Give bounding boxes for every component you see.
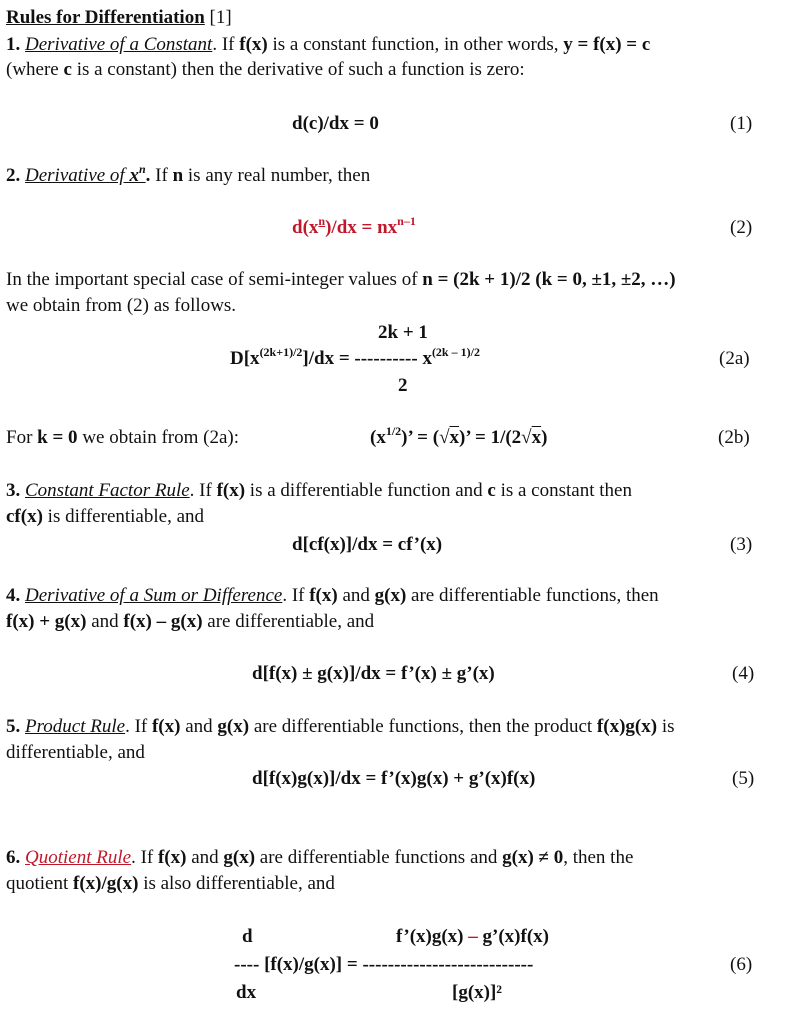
rule2a-exp: (2k+1)/2: [259, 345, 303, 359]
rule2a-dash: ----------: [354, 348, 418, 369]
rule6-text: quotient: [6, 873, 74, 894]
rule2b-part: (x: [370, 427, 386, 448]
rule2b-k: k = 0: [37, 427, 78, 448]
rule2b-radicand: x: [531, 427, 542, 448]
rule2-formula: [292, 216, 416, 241]
rule1-c: c: [63, 59, 72, 80]
rule6-rhs-dash: ---------------------------: [362, 954, 534, 975]
rule6-lhs-dash: ----: [234, 954, 260, 975]
rule2b-part: )’ = (√: [401, 427, 450, 448]
rule2b-text-part: For: [6, 427, 38, 448]
rule2-formula-part: )/dx = nx: [325, 217, 398, 238]
rule5-name: Product Rule: [25, 716, 126, 737]
rule4-sum: f(x) + g(x): [6, 611, 87, 632]
rule1-eqnum: (1): [730, 113, 753, 134]
rule2a-formula: [230, 347, 480, 372]
rule2-dot: .: [145, 165, 151, 186]
rule6-num-part: f’(x)g(x): [396, 926, 469, 947]
rule5-prod: f(x)g(x): [596, 716, 658, 737]
rule1-formula-text: d(c)/dx = 0: [292, 113, 379, 134]
rule2b-text-part: we obtain from (2a):: [77, 427, 240, 448]
rule3-cfx: cf(x): [6, 506, 43, 527]
rule6-formula: [234, 953, 533, 977]
rule2-line1: [6, 164, 370, 189]
rule5-text: are differentiable functions, then the product: [249, 716, 597, 737]
rule2-text: is any real number, then: [187, 165, 371, 186]
rule2-text: If: [150, 165, 173, 186]
rule3-text: . If: [189, 480, 217, 501]
rule6-text: and: [186, 847, 224, 868]
rule5-text: . If: [125, 716, 152, 737]
rule2-n: n: [172, 165, 184, 186]
rule5-line2: [6, 741, 145, 765]
rule1-text: is a constant) then the derivative of such a function is zero:: [71, 59, 525, 80]
rule2-formula-exp: n–1: [397, 214, 416, 228]
rule1-text: is a constant function, in other words,: [267, 34, 564, 55]
rule1-number: 1.: [6, 34, 21, 55]
rule6-den-text: [g(x)]²: [452, 982, 503, 1003]
rule2-special-line1: [6, 268, 676, 292]
rule2a-eqnum: (2a): [719, 348, 750, 369]
rule6-text: is also differentiable, and: [143, 873, 335, 894]
rule6-denominator: [452, 981, 502, 1005]
rule6-text: are differentiable functions and: [255, 847, 503, 868]
rule6-line1: [6, 846, 633, 870]
rule5-formula-text: d[f(x)g(x)]/dx = f’(x)g(x) + g’(x)f(x): [252, 768, 536, 789]
rule6-dx: [236, 981, 256, 1005]
rule2b-part: )’ = 1/(2√: [459, 427, 532, 448]
rule6-eqnum: (6): [730, 954, 753, 975]
rule6-text: , then the: [563, 847, 634, 868]
rule3-eqnum: (3): [730, 534, 753, 555]
rule1-name: Derivative of a Constant: [25, 34, 213, 55]
rule2-special-line2: [6, 294, 236, 318]
rule6-dx-text: dx: [236, 982, 257, 1003]
rule4-line2: [6, 610, 374, 634]
rule4-diff: f(x) – g(x): [123, 611, 203, 632]
rule2a-numerator: [378, 321, 428, 345]
rule4-number: 4.: [6, 585, 21, 606]
rule6-num-part: g’(x)f(x): [477, 926, 549, 947]
rule5-text: differentiable, and: [6, 742, 145, 763]
rule4-name: Derivative of a Sum or Difference: [25, 585, 283, 606]
rule2b-formula: [370, 426, 547, 451]
rule4-text: and: [91, 611, 124, 632]
rule3-c: c: [487, 480, 496, 501]
rule4-formula: [252, 662, 495, 686]
rule3-formula: [292, 533, 442, 557]
rule3-text: is a differentiable function and: [249, 480, 488, 501]
rule1-formula: [292, 112, 379, 136]
rule2a-denominator: [398, 374, 408, 398]
rule4-line1: [6, 584, 659, 608]
rule2b-part: ): [541, 427, 548, 448]
rule1-line1: [6, 33, 650, 57]
rule5-gx: g(x): [217, 716, 250, 737]
rule4-text: are differentiable functions, then: [406, 585, 659, 606]
title-ref: [1]: [209, 7, 232, 28]
rule2-special-text: In the important special case of semi-integer values of: [6, 269, 423, 290]
rule2-name-x: x: [129, 165, 139, 186]
rule1-fx: f(x): [239, 34, 268, 55]
rule2-name-text: Derivative of: [25, 165, 130, 186]
rule5-fx: f(x): [151, 716, 181, 737]
rule5-line1: [6, 715, 675, 739]
rule6-lhs: [f(x)/g(x)] =: [259, 954, 363, 975]
rule5-eqnum: (5): [732, 768, 755, 789]
rule2a-part: D[x: [230, 348, 260, 369]
rule2-number: 2.: [6, 165, 21, 186]
rule5-number: 5.: [6, 716, 21, 737]
rule2-special-cond: n = (2k + 1)/2 (k = 0, ±1, ±2, …): [422, 269, 676, 290]
rule6-text: . If: [131, 847, 158, 868]
rule2-special-text: we obtain from (2) as follows.: [6, 295, 237, 316]
rule2a-den-text: 2: [398, 375, 408, 396]
rule3-number: 3.: [6, 480, 21, 501]
rule6-number: 6.: [6, 847, 21, 868]
rule3-line1: [6, 479, 632, 503]
doc-title: [6, 6, 232, 30]
rule6-d-text: d: [242, 926, 253, 947]
rule4-fx: f(x): [309, 585, 338, 606]
rule2a-exp: (2k – 1)/2: [431, 345, 480, 359]
rule2-formula-exp: n: [318, 214, 326, 228]
rule2-name: [25, 162, 146, 186]
rule5-text: is: [657, 716, 675, 737]
rule6-name: Quotient Rule: [25, 847, 132, 868]
rule3-line2: [6, 505, 204, 529]
rule6-quot: f(x)/g(x): [73, 873, 139, 894]
rule1-text: . If: [212, 34, 240, 55]
rule6-fx: f(x): [157, 847, 187, 868]
rule5-text: and: [180, 716, 218, 737]
rule1-text: (where: [6, 59, 64, 80]
rule4-gx: g(x): [374, 585, 407, 606]
rule2a-part: ]/dx =: [302, 348, 355, 369]
rule1-line2: [6, 58, 525, 82]
rule3-fx: f(x): [216, 480, 246, 501]
rule1-yeq: y = f(x) = c: [563, 34, 651, 55]
rule2-name-n: n: [138, 162, 146, 176]
rule6-numerator: [396, 925, 549, 949]
rule2b-eqnum: (2b): [718, 427, 750, 448]
rule4-formula-text: d[f(x) ± g(x)]/dx = f’(x) ± g’(x): [252, 663, 495, 684]
rule2b-exp: 1/2: [385, 424, 402, 438]
rule2b-text: [6, 426, 239, 450]
rule2a-num-text: 2k + 1: [378, 322, 428, 343]
rule2b-radicand: x: [449, 427, 459, 448]
rule6-d: [242, 925, 253, 949]
rule6-gx: g(x): [223, 847, 256, 868]
rule2-formula-part: d(x: [292, 217, 319, 238]
rule6-line2: [6, 872, 335, 896]
rule4-text: . If: [282, 585, 310, 606]
title-text: Rules for Differentiation: [6, 7, 205, 28]
rule3-text: is a constant then: [500, 480, 632, 501]
rule3-text: is differentiable, and: [47, 506, 205, 527]
rule6-cond: g(x) ≠ 0: [502, 847, 564, 868]
rule2-eqnum: (2): [730, 217, 753, 238]
rule4-text: and: [337, 585, 375, 606]
rule4-text: are differentiable, and: [202, 611, 375, 632]
rule4-eqnum: (4): [732, 663, 755, 684]
rule2a-x: x: [417, 348, 432, 369]
rule5-formula: [252, 767, 535, 791]
rule6-num-minus: –: [468, 926, 478, 947]
rule3-name: Constant Factor Rule: [25, 480, 190, 501]
rule3-formula-text: d[cf(x)]/dx = cf’(x): [292, 534, 443, 555]
